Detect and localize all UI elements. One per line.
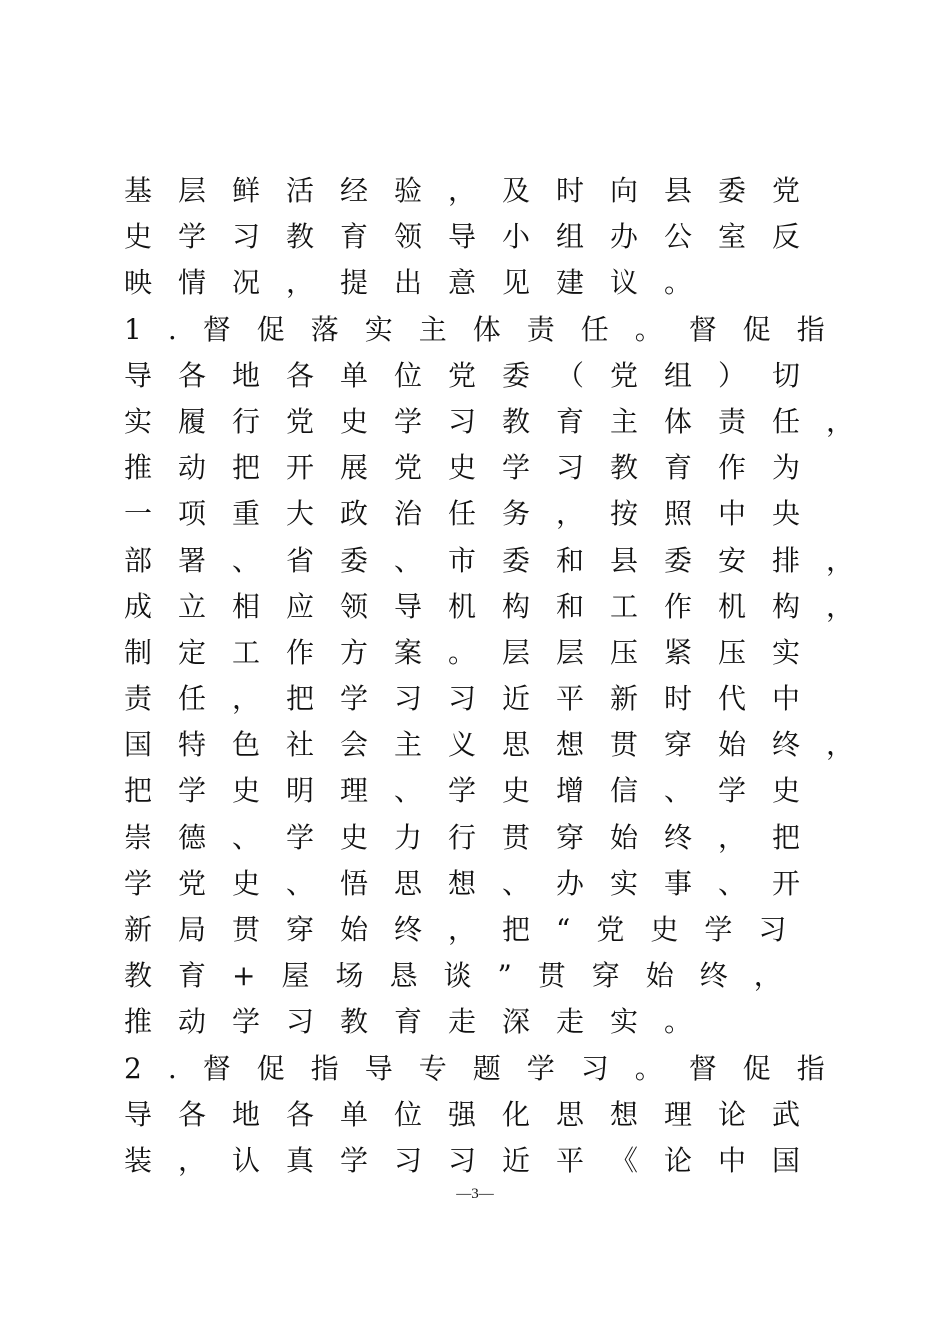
text-line: 基层鲜活经验，及时向县委党	[124, 174, 827, 207]
text-line: 崇德、学史力行贯穿始终，把	[124, 820, 827, 854]
text-line: 国特色社会主义思想贯穿始终，	[124, 728, 881, 762]
text-line: 2.督促指导专题学习。督促指	[124, 1051, 851, 1085]
text-line: 史学习教育领导小组办公室反	[124, 220, 827, 254]
text-line: 成立相应领导机构和工作机构，	[124, 589, 881, 623]
text-line: 把学史明理、学史增信、学史	[124, 774, 827, 808]
text-line: 装，认真学习习近平《论中国	[124, 1143, 827, 1177]
text-line: 部署、省委、市委和县委安排，	[124, 543, 881, 577]
body-text	[124, 168, 881, 1184]
text-line: 一项重大政治任务，按照中央	[124, 497, 827, 531]
text-line: 推动把开展党史学习教育作为	[124, 451, 827, 485]
page-number: —3—	[456, 1186, 494, 1202]
text-line: 导各地各单位党委（党组）切	[124, 358, 827, 392]
text-line: 教育+屋场恳谈”贯穿始终，	[124, 959, 808, 993]
text-line: 新局贯穿始终，把“党史学习	[124, 913, 813, 946]
text-line: 制定工作方案。层层压紧压实	[124, 635, 827, 669]
text-line: 学党史、悟思想、办实事、开	[124, 866, 827, 900]
text-line: 导各地各单位强化思想理论武	[124, 1097, 827, 1131]
text-line: 实履行党史学习教育主体责任，	[124, 404, 881, 438]
text-line: 1.督促落实主体责任。督促指	[124, 312, 851, 346]
text-line: 推动学习教育走深走实。	[124, 1005, 719, 1039]
text-line: 责任，把学习习近平新时代中	[124, 682, 827, 716]
text-line: 映情况，提出意见建议。	[124, 266, 719, 300]
